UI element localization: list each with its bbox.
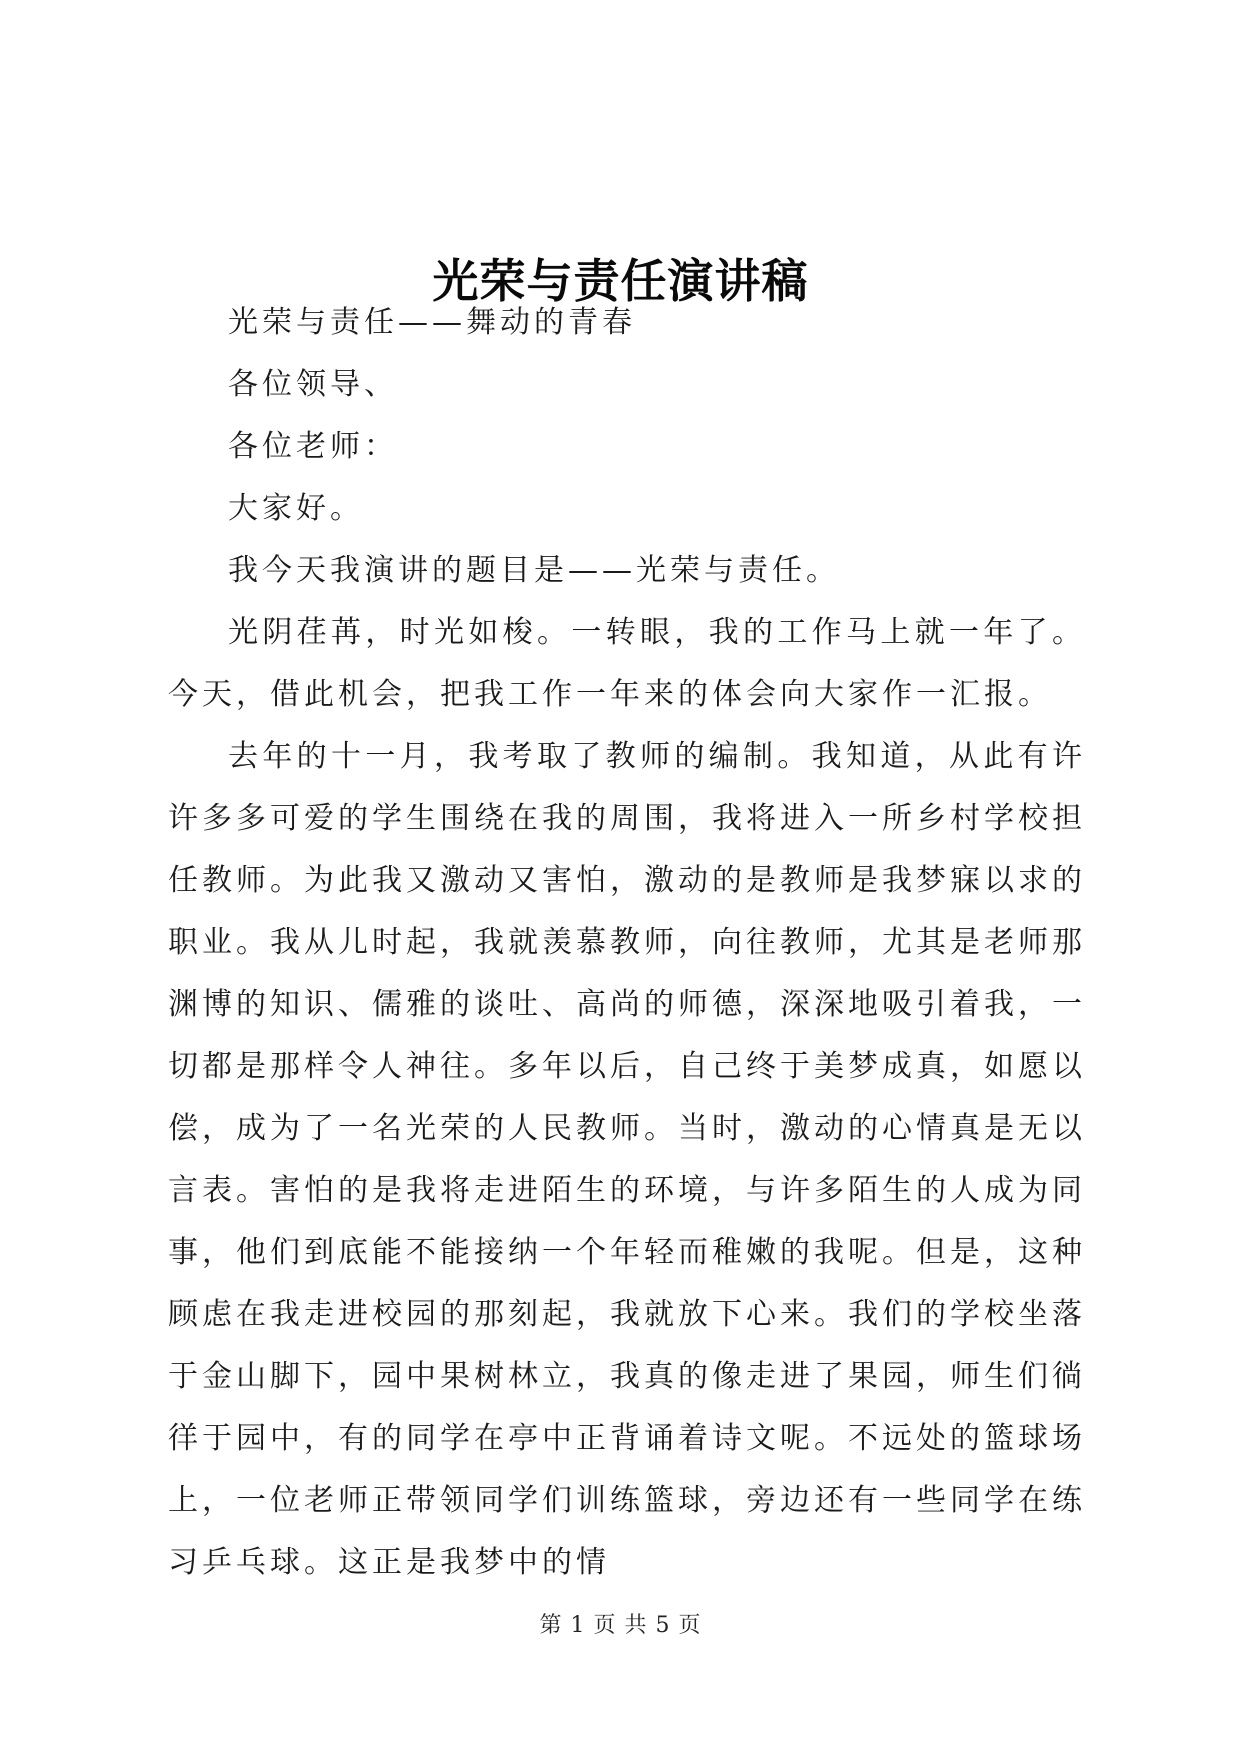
paragraph-greeting-teachers: 各位老师： — [228, 429, 398, 464]
paragraph-hello: 大家好。 — [228, 491, 364, 526]
paragraph-greeting-leaders: 各位领导、 — [228, 367, 398, 402]
paragraph-topic: 我今天我演讲的题目是——光荣与责任。 — [228, 553, 840, 588]
paragraph-main: 去年的十一月，我考取了教师的编制。我知道，从此有许许多多可爱的学生围绕在我的周围，我将进入一所乡村学校担任教师。为此我又激动又害怕，激动的是教师是我梦寐以求的职业。我从儿时起，我就羡慕教师，向往教师，尤其是老师那渊博的知识、儒雅的谈吐、高尚的师德，深深地吸引着我，一切都是那样令人神往。多年以后，自己终于美梦成真，如愿以偿，成为了一名光荣的人民教师。当时，激动的心情真是无以言表。害怕的是我将走进陌生的环境，与许多陌生的人成为同事，他们到底能不能接纳一个年轻而稚嫩的我呢。但是，这种顾虑在我走进校园的那刻起，我就放下心来。我们的学校坐落于金山脚下，园中果树林立，我真的像走进了果园，师生们徜徉于园中，有的同学在亭中正背诵着诗文呢。不远处的篮球场上，一位老师正带领同学们训练篮球，旁边还有一些同学在练习乒乓球。这正是我梦中的情 — [168, 739, 1086, 1580]
document-body — [168, 292, 1086, 1594]
paragraph-subtitle: 光荣与责任——舞动的青春 — [228, 305, 636, 340]
page-number-footer: 第 1 页 共 5 页 — [539, 1613, 702, 1638]
document-title: 光荣与责任演讲稿 — [432, 253, 809, 308]
paragraph-intro: 光阴荏苒，时光如梭。一转眼，我的工作马上就一年了。今天，借此机会，把我工作一年来的体会向大家作一汇报。 — [168, 615, 1086, 712]
